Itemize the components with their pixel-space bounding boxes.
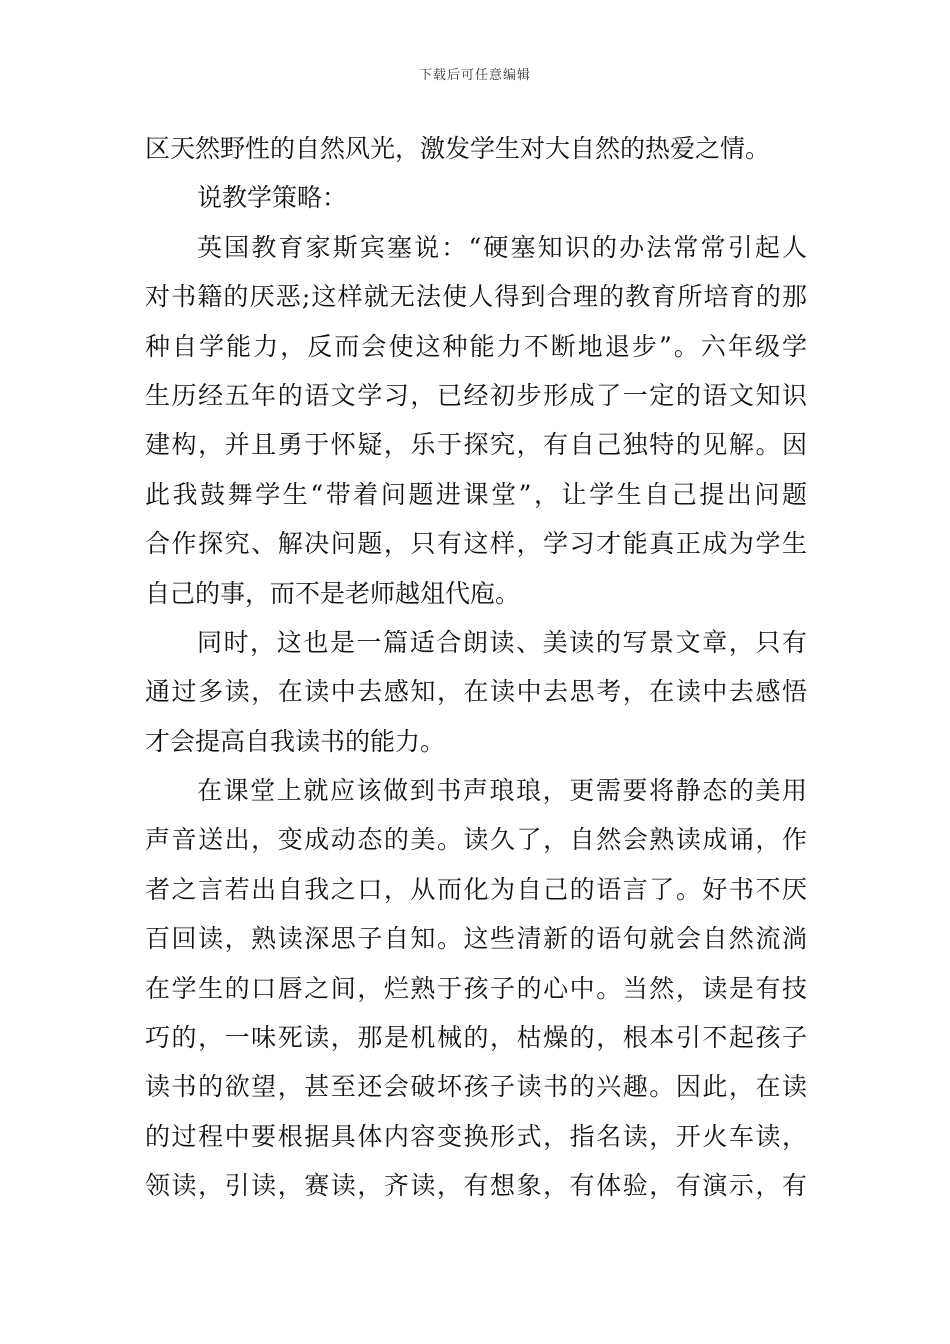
- text-line: 合作探究、解决问题，只有这样，学习才能真正成为学生: [145, 529, 807, 559]
- text-line: 声音送出，变成动态的美。读久了，自然会熟读成诵，作: [145, 825, 807, 855]
- text-line: 生历经五年的语文学习，已经初步形成了一定的语文知识: [145, 380, 807, 410]
- text-line: 通过多读，在读中去感知，在读中去思考，在读中去感悟: [145, 677, 807, 707]
- text-line: 区天然野性的自然风光，激发学生对大自然的热爱之情。: [145, 134, 771, 163]
- text-line: 领读，引读，赛读，齐读，有想象，有体验，有演示，有: [145, 1171, 807, 1201]
- text-line: 同时，这也是一篇适合朗读、美读的写景文章，只有: [197, 627, 807, 657]
- text-line: 英国教育家斯宾塞说：“硬塞知识的办法常常引起人: [197, 232, 807, 262]
- text-line: 自己的事，而不是老师越俎代庖。: [145, 578, 521, 608]
- text-line: 百回读，熟读深思子自知。这些清新的语句就会自然流淌: [145, 924, 807, 954]
- text-line: 此我鼓舞学生“带着问题进课堂”，让学生自己提出问题: [145, 479, 807, 509]
- text-line: 在课堂上就应该做到书声琅琅，更需要将静态的美用: [197, 776, 807, 806]
- text-line: 者之言若出自我之口，从而化为自己的语言了。好书不厌: [145, 874, 807, 904]
- page-header: 下载后可任意编辑: [418, 68, 531, 83]
- body-text: [145, 124, 807, 1211]
- text-line: 建构，并且勇于怀疑，乐于探究，有自己独特的见解。因: [145, 430, 807, 460]
- text-line: 巧的，一味死读，那是机械的，枯燥的，根本引不起孩子: [145, 1023, 807, 1053]
- text-line: 说教学策略：: [197, 183, 348, 213]
- text-line: 才会提高自我读书的能力。: [145, 726, 446, 756]
- text-line: 读书的欲望，甚至还会破坏孩子读书的兴趣。因此，在读: [145, 1072, 807, 1102]
- text-line: 种自学能力，反而会使这种能力不断地退步”。六年级学: [145, 331, 807, 361]
- text-line: 的过程中要根据具体内容变换形式，指名读，开火车读，: [145, 1121, 807, 1151]
- text-line: 在学生的口唇之间，烂熟于孩子的心中。当然，读是有技: [145, 973, 807, 1003]
- text-line: 对书籍的厌恶;这样就无法使人得到合理的教育所培育的那: [145, 282, 807, 312]
